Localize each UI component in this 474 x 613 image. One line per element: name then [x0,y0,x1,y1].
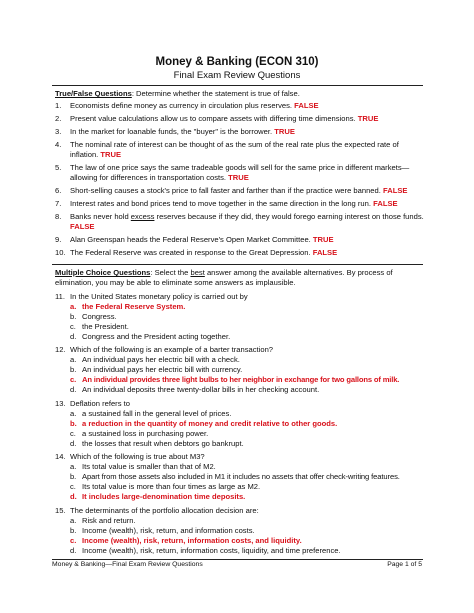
question-text: Economists define money as currency in circulation plus reserves. [70,101,293,110]
option-letter: d. [70,439,77,448]
mc-instruction: answer among the available alternatives. By process of elimination, you may be able to eliminate some answers as implausible. [55,268,393,287]
option-text: the President. [82,322,129,331]
question-text: Present value calculations allow us to compare assets with differing time dimensions. [70,114,356,123]
question-number: 5. [55,163,62,172]
question-number: 10. [55,248,66,257]
option-text: Income (wealth), risk, return, and information costs. [82,526,255,535]
question-number: 1. [55,101,62,110]
option-letter: c. [70,536,77,545]
question-number: 8. [55,212,62,221]
question-text: The determinants of the portfolio allocation decision are: [70,506,259,515]
option-text: An individual pays her electric bill with currency. [82,365,243,374]
option-text: a reduction in the quantity of money and credit relative to other goods. [82,419,338,428]
answer-text: FALSE [382,186,408,195]
question-number: 15. [55,506,66,515]
option-letter: c. [70,482,76,491]
question-text: The law of one price says the same tradeable goods will sell for the same price in different markets—allowing for differences in transportation costs. [70,163,410,182]
question-number: 6. [55,186,62,195]
question-text: Interest rates and bond prices tend to move together in the same direction in the long run. [70,199,371,208]
page-title: Money & Banking (ECON 310) [155,56,319,68]
answer-text: TRUE [228,173,249,182]
option-text: An individual deposits three twenty-dollar bills in her checking account. [82,385,320,394]
question-number: 11. [55,292,65,301]
option-letter: b. [70,419,77,428]
option-text: Risk and return. [82,516,136,525]
option-letter: a. [70,409,77,418]
question-number: 14. [55,452,66,461]
answer-text: TRUE [274,127,295,136]
page-subtitle: Final Exam Review Questions [173,70,301,81]
question-number: 2. [55,114,62,123]
underlined-word: best [190,268,205,277]
option-text: Income (wealth), risk, return, information costs, and liquidity. [82,536,302,545]
question-number: 3. [55,127,62,136]
section-rule [52,264,423,265]
footer-rule [52,559,423,560]
question-text: reserves because if they did, they would forego earning interest on those funds. [154,212,424,221]
header-rule [52,85,423,86]
option-letter: c. [70,322,76,331]
mc-heading: Multiple Choice Questions [55,268,151,277]
option-text: Apart from those assets also included in M1 it includes no assets that offer check-writing features. [82,472,400,481]
page-number: Page 1 of 5 [387,561,422,568]
question-text: The nominal rate of interest can be thought of as the sum of the real rate plus the expected rate of inflation. [70,140,399,159]
question-text: In the market for loanable funds, the "buyer" is the borrower. [70,127,273,136]
option-text: Its total value is more than four times as large as M2. [82,482,261,491]
tf-instruction: : Determine whether the statement is true of false. [131,89,300,98]
option-letter: b. [70,312,77,321]
option-letter: c. [70,375,77,384]
question-text: Short-selling causes a stock's price to fall faster and farther than if the practice were banned. [70,186,381,195]
option-letter: a. [70,516,77,525]
answer-text: FALSE [70,222,95,231]
question-number: 9. [55,235,62,244]
question-text: In the United States monetary policy is carried out by [70,292,248,301]
answer-text: FALSE [312,248,338,257]
answer-text: TRUE [100,150,122,159]
option-text: Income (wealth), risk, return, information costs, liquidity, and time preference. [82,546,341,555]
option-letter: b. [70,472,77,481]
option-text: the losses that result when debtors go bankrupt. [82,439,244,448]
underlined-word: excess [130,212,155,221]
answer-text: FALSE [294,101,319,110]
question-text: Banks never hold [70,212,131,221]
option-text: a sustained fall in the general level of prices. [82,409,232,418]
question-text: Alan Greenspan heads the Federal Reserve's Open Market Committee. [70,235,311,244]
answer-text: TRUE [357,114,379,123]
question-text: The Federal Reserve was created in response to the Great Depression. [70,248,311,257]
question-text: Which of the following is true about M3? [70,452,205,461]
question-number: 12. [55,345,66,354]
option-text: Congress and the President acting together. [82,332,231,341]
mc-instruction: : Select the [150,268,191,277]
option-letter: b. [70,365,77,374]
option-letter: d. [70,332,77,341]
option-text: Congress. [82,312,117,321]
option-text: It includes large-denomination time deposits. [82,492,246,501]
question-number: 7. [55,199,62,208]
option-text: Its total value is smaller than that of M2. [82,462,216,471]
question-number: 13. [55,399,66,408]
question-number: 4. [55,140,62,149]
tf-heading: True/False Questions [55,89,132,98]
tf-section-intro [55,89,425,99]
question-text: Deflation refers to [70,399,130,408]
option-text: the Federal Reserve System. [82,302,186,311]
option-letter: c. [70,429,76,438]
option-letter: a. [70,302,77,311]
option-letter: a. [70,462,77,471]
option-letter: d. [70,385,77,394]
option-text: a sustained loss in purchasing power. [82,429,209,438]
option-letter: d. [70,492,77,501]
answer-text: FALSE [373,199,398,208]
option-letter: b. [70,526,77,535]
option-letter: d. [70,546,77,555]
option-text: An individual provides three light bulbs to her neighbor in exchange for two gallons of milk. [82,375,400,384]
question-text: Which of the following is an example of a barter transaction? [70,345,274,354]
option-letter: a. [70,355,77,364]
answer-text: TRUE [312,235,334,244]
mc-section-intro [55,268,425,288]
option-text: An individual pays her electric bill with a check. [82,355,240,364]
footer-left: Money & Banking—Final Exam Review Questions [52,561,203,568]
